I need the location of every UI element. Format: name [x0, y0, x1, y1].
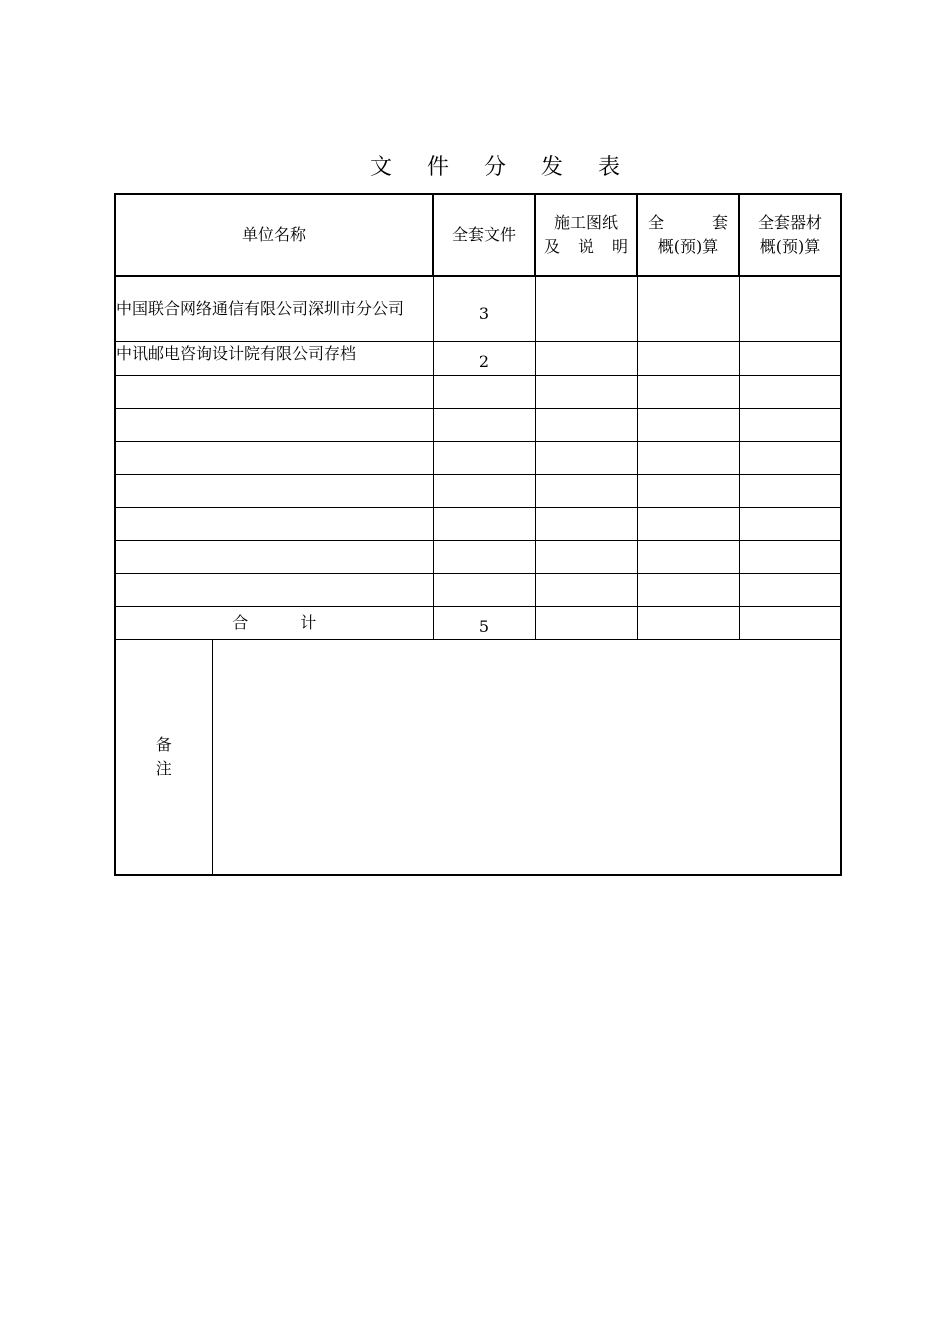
remarks-label-char1: 备	[155, 734, 172, 754]
total-budget-cell	[637, 606, 739, 639]
header-equipment-budget	[739, 194, 841, 276]
budget-cell	[637, 276, 739, 341]
form-title: 文 件 分 发 表	[370, 155, 634, 180]
unit-name-cell: 中讯邮电咨询设计院有限公司存档	[115, 341, 433, 375]
full-docs-cell: 3	[433, 276, 535, 341]
empty-row	[115, 507, 841, 540]
remarks-content	[212, 639, 841, 875]
total-row	[115, 606, 841, 639]
total-equipment-cell	[739, 606, 841, 639]
total-full-docs-cell: 5	[433, 606, 535, 639]
empty-row	[115, 375, 841, 408]
header-unit-name: 单位名称	[115, 194, 433, 276]
header-budget-char1: 全	[648, 213, 665, 232]
header-drawings	[535, 194, 637, 276]
empty-row	[115, 540, 841, 573]
header-row	[115, 194, 841, 276]
empty-row	[115, 441, 841, 474]
remarks-label-char2: 注	[155, 758, 172, 778]
header-budget	[637, 194, 739, 276]
remarks-row	[115, 639, 841, 875]
header-budget-line1	[638, 211, 738, 235]
header-drawings-char3: 明	[611, 237, 628, 256]
header-drawings-char1: 及	[544, 237, 561, 256]
drawings-cell	[535, 341, 637, 375]
equipment-budget-cell	[739, 276, 841, 341]
empty-row	[115, 573, 841, 606]
total-drawings-cell	[535, 606, 637, 639]
table-row	[115, 276, 841, 341]
drawings-cell	[535, 276, 637, 341]
total-label-char1: 合	[232, 612, 249, 632]
header-equipment-line1: 全套器材	[758, 213, 823, 232]
empty-row	[115, 474, 841, 507]
total-label-cell	[115, 606, 433, 639]
unit-name-cell: 中国联合网络通信有限公司深圳市分公司	[115, 276, 433, 341]
header-budget-char2: 套	[712, 213, 729, 232]
header-equipment-line2: 概(预)算	[759, 237, 821, 256]
total-label-char2: 计	[300, 612, 317, 632]
full-docs-cell: 2	[433, 341, 535, 375]
distribution-table	[114, 193, 842, 876]
header-full-docs: 全套文件	[433, 194, 535, 276]
budget-cell	[637, 341, 739, 375]
table-row	[115, 341, 841, 375]
equipment-budget-cell	[739, 341, 841, 375]
header-drawings-line1: 施工图纸	[554, 213, 619, 232]
remarks-label-cell	[115, 639, 212, 875]
header-drawings-char2: 说	[578, 237, 595, 256]
empty-row	[115, 408, 841, 441]
header-drawings-line2	[536, 235, 636, 259]
header-budget-line2: 概(预)算	[657, 237, 719, 256]
